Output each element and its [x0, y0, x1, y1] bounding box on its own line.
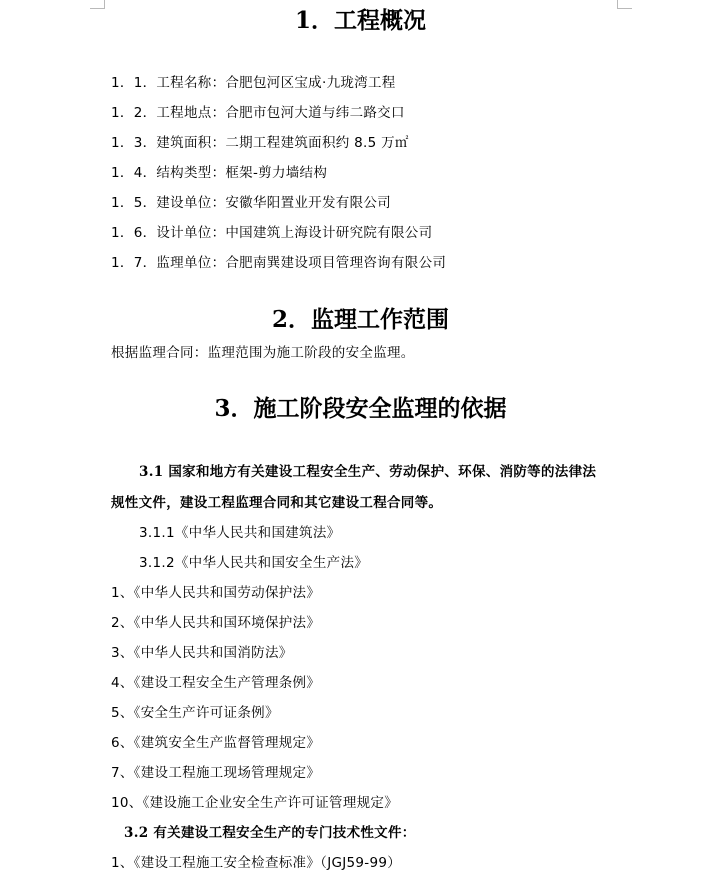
- section-2-heading: 2．监理工作范围: [271, 306, 449, 333]
- law-item: 3、《中华人民共和国消防法》: [111, 645, 293, 661]
- law-item: 1、《中华人民共和国劳动保护法》: [111, 585, 321, 601]
- law-item: 5、《安全生产许可证条例》: [111, 705, 279, 721]
- project-item-area: 1．3．建筑面积：二期工程建筑面积约 8.5 万㎡: [111, 135, 409, 151]
- standard-item: 1、《建设工程施工安全检查标准》（JGJ59-99）: [111, 855, 402, 871]
- subsection-3-2-heading: 3.2 有关建设工程安全生产的专门技术性文件：: [124, 825, 416, 841]
- law-item: 2、《中华人民共和国环境保护法》: [111, 615, 321, 631]
- law-item: 6、《建筑安全生产监督管理规定》: [111, 735, 321, 751]
- project-item-name: 1．1．工程名称：合肥包河区宝成·九珑湾工程: [111, 75, 396, 91]
- project-item-designer: 1．6．设计单位：中国建筑上海设计研究院有限公司: [111, 225, 433, 241]
- project-item-developer: 1．5．建设单位：安徽华阳置业开发有限公司: [111, 195, 391, 211]
- scope-paragraph: 根据监理合同：监理范围为施工阶段的安全监理。: [111, 345, 415, 361]
- law-item: 7、《建设工程施工现场管理规定》: [111, 765, 321, 781]
- project-item-structure: 1．4．结构类型：框架-剪力墙结构: [111, 165, 328, 181]
- project-item-supervisor: 1．7．监理单位：合肥南巽建设项目管理咨询有限公司: [111, 255, 447, 271]
- law-item: 3.1.1《中华人民共和国建筑法》: [139, 525, 341, 541]
- law-item: 3.1.2《中华人民共和国安全生产法》: [139, 555, 369, 571]
- law-item: 10、《建设施工企业安全生产许可证管理规定》: [111, 795, 399, 811]
- subsection-3-1-line-1: 3.1 国家和地方有关建设工程安全生产、劳动保护、环保、消防等的法律法: [139, 464, 597, 480]
- section-3-heading: 3．施工阶段安全监理的依据: [214, 395, 507, 422]
- project-item-location: 1．2．工程地点：合肥市包河大道与纬二路交口: [111, 105, 405, 121]
- subsection-3-1-line-2: 规性文件，建设工程监理合同和其它建设工程合同等。: [111, 495, 443, 511]
- law-item: 4、《建设工程安全生产管理条例》: [111, 675, 321, 691]
- section-1-heading: 1．工程概况: [294, 7, 426, 34]
